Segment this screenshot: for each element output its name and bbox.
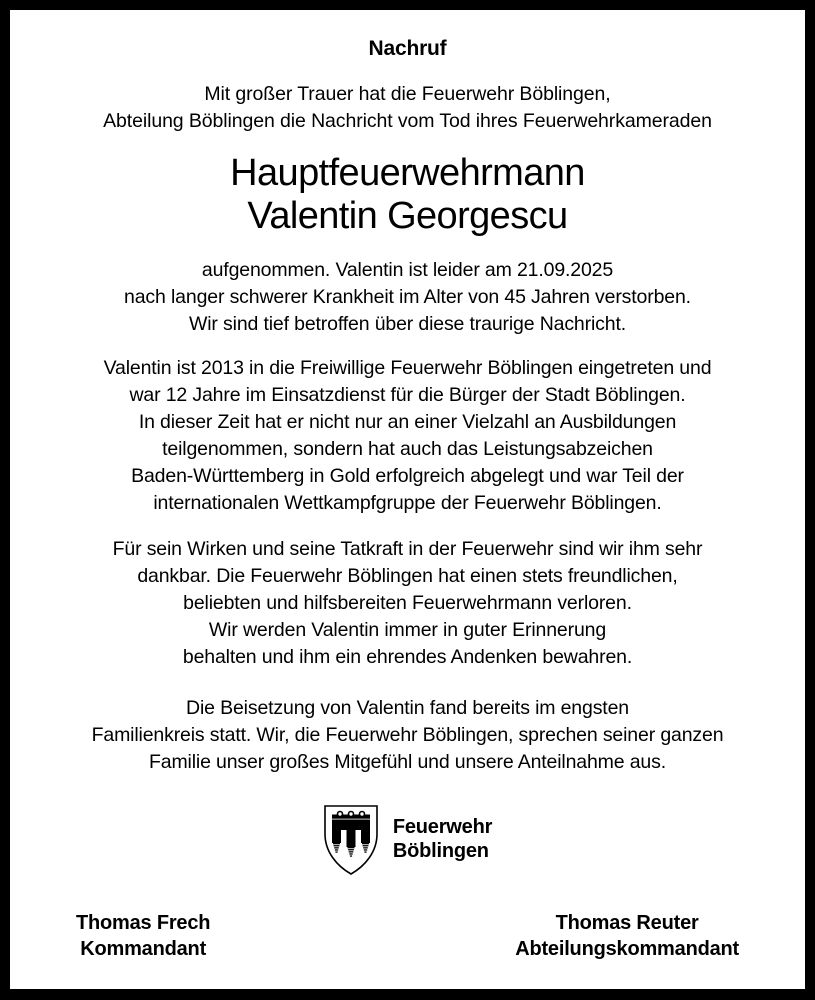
boeblingen-coat-of-arms-icon (323, 804, 379, 876)
intro-text (103, 81, 712, 134)
death-notice-line-3: Wir sind tief betroffen über diese traurige Nachricht. (188, 313, 626, 336)
tribute-line-4: Wir werden Valentin immer in guter Erinnerung (208, 619, 607, 642)
service-record-line-2: war 12 Jahre im Einsatzdienst für die Bürger der Stadt Böblingen. (129, 383, 686, 406)
tribute-paragraph (113, 536, 703, 671)
service-record-line-5: Baden-Württemberg in Gold erfolgreich abgelegt und war Teil der (131, 464, 684, 487)
notice-sheet (10, 10, 805, 989)
signature-kommandant (76, 910, 210, 963)
tribute-line-5: behalten und ihm ein ehrendes Andenken bewahren. (182, 646, 633, 669)
intro-line-1: Mit großer Trauer hat die Feuerwehr Böblingen, (204, 83, 611, 106)
signature-name: Thomas Frech (76, 911, 211, 934)
intro-line-2: Abteilung Böblingen die Nachricht vom Tod ihres Feuerwehrkameraden (103, 109, 712, 132)
signature-block (58, 910, 757, 963)
organization-logo (323, 804, 492, 876)
signature-name: Thomas Reuter (555, 911, 699, 934)
funeral-paragraph (92, 695, 724, 776)
deceased-rank: Hauptfeuerwehrmann (230, 152, 585, 195)
deceased-name-block (230, 152, 585, 237)
service-record-line-1: Valentin ist 2013 in die Freiwillige Feuerwehr Böblingen eingetreten und (103, 357, 712, 380)
signature-title: Kommandant (80, 938, 207, 961)
service-record-line-4: teilgenommen, sondern hat auch das Leistungsabzeichen (162, 437, 653, 460)
service-record-paragraph (104, 355, 712, 516)
signature-abteilungskommandant (515, 910, 739, 963)
logo-wordmark (393, 816, 492, 863)
page-title: Nachruf (368, 37, 447, 60)
death-notice-line-2: nach langer schwerer Krankheit im Alter von 45 Jahren verstorben. (124, 286, 691, 309)
logo-line-2: Böblingen (392, 839, 489, 862)
service-record-line-6: internationalen Wettkampfgruppe der Feuerwehr Böblingen. (153, 491, 662, 514)
funeral-line-3: Familie unser großes Mitgefühl und unsere Anteilnahme aus. (148, 750, 666, 773)
signature-title: Abteilungskommandant (515, 938, 739, 961)
funeral-line-1: Die Beisetzung von Valentin fand bereits im engsten (186, 697, 629, 719)
death-notice-paragraph (124, 257, 691, 338)
service-record-line-3: In dieser Zeit hat er nicht nur an einer Vielzahl an Ausbildungen (138, 410, 677, 433)
funeral-line-2: Familienkreis statt. Wir, die Feuerwehr Böblingen, sprechen seiner ganzen (91, 723, 724, 746)
death-notice-line-1: aufgenommen. Valentin ist leider am 21.09.2025 (201, 259, 614, 282)
tribute-line-3: beliebten und hilfsbereiten Feuerwehrmann verloren. (183, 592, 632, 615)
tribute-line-2: dankbar. Die Feuerwehr Böblingen hat einen stets freundlichen, (137, 565, 678, 588)
tribute-line-1: Für sein Wirken und seine Tatkraft in der Feuerwehr sind wir ihm sehr (112, 538, 703, 561)
logo-line-1: Feuerwehr (392, 816, 493, 839)
deceased-name: Valentin Georgescu (247, 194, 568, 237)
